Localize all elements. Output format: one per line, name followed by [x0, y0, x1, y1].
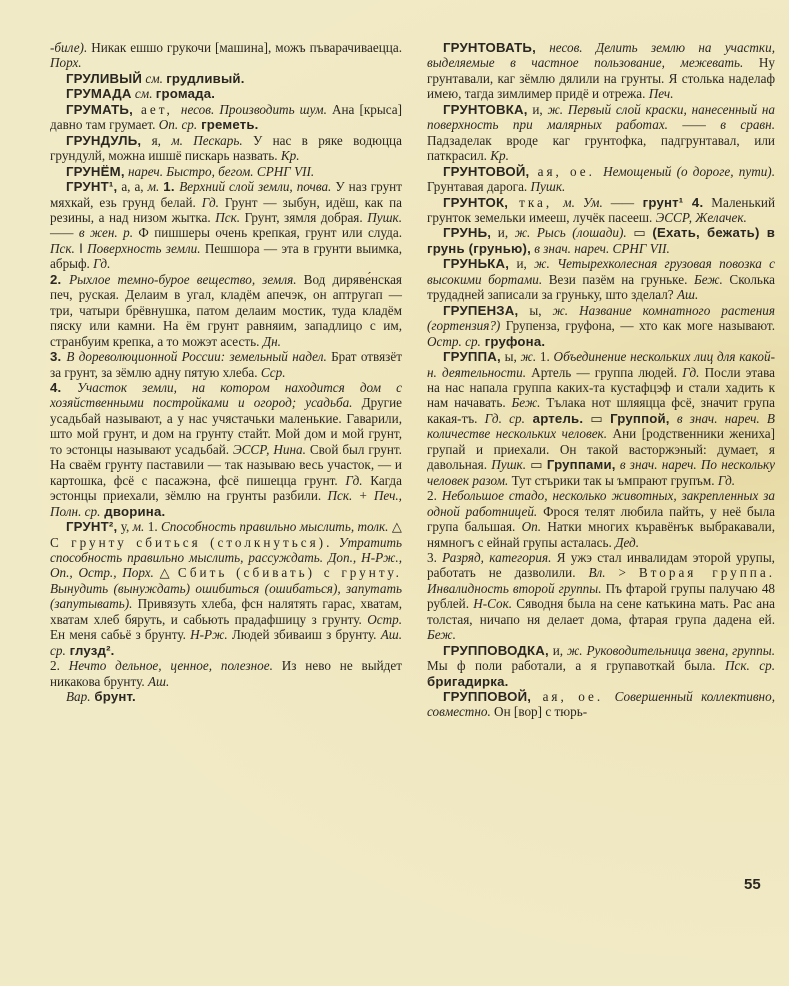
italic-text: Пушк.	[530, 179, 566, 195]
italic-text: Беж.	[693, 271, 723, 287]
dictionary-entry	[50, 658, 402, 689]
italic-text: Беж.	[427, 627, 456, 643]
headword-text: ГРУППА,	[443, 349, 501, 365]
italic-text: Пушк.	[491, 457, 527, 473]
italic-text: Вл.	[588, 565, 606, 581]
text-run: Пешшора — эта в грунти выимка, абрыф.	[50, 240, 403, 272]
text-run: 1.	[144, 519, 161, 535]
headword-text: артель.	[524, 410, 584, 426]
text-run: Тут стърики так ы ъмпрают групъм.	[508, 472, 718, 488]
italic-text: м. Пескарь.	[171, 132, 243, 148]
italic-text: м.	[147, 179, 164, 195]
text-run: ает,	[132, 101, 181, 117]
text-run: Сбить (сбивать) с грунту.	[177, 565, 402, 581]
text-run: Я ужэ стал инвалидам эторой урупы, работать не дазволили.	[427, 549, 775, 581]
italic-text: Инвалидность второй группы.	[427, 580, 602, 596]
headword-text: ГРУНЬКА,	[443, 256, 510, 272]
text-run: и,	[509, 256, 535, 272]
text-run: Фрося телят любила пайть, у неё была група бальшая.	[427, 503, 776, 535]
dictionary-entry	[427, 256, 775, 302]
text-run: Ф пишшеры очень крепкая, грунт или слуда.	[133, 225, 402, 241]
text-run: Брат отвязёт за грунт, за зёмлю адну пятую хлеба.	[50, 349, 402, 380]
italic-text: Гд.	[201, 194, 219, 210]
dictionary-entry	[427, 349, 775, 488]
text-run: Маленький грунток земельки имееш, лучёк пасееш.	[427, 194, 776, 225]
text-run: Ана [крыса] давно там грумает.	[50, 101, 403, 133]
italic-text: в знач. нареч. СРНГ VII.	[530, 240, 670, 256]
text-run: Свой был грунт. На сваём грунту паставили — так называю весь участок, — и картошка, фсё с пасажэна, фсё пишецца грунт.	[50, 441, 402, 488]
italic-text: Нечто дельное, ценное, полезное.	[68, 658, 273, 674]
text-run: ▭	[526, 457, 547, 473]
text-run: 1.	[536, 349, 554, 365]
text-run: ы,	[500, 349, 521, 365]
italic-text: нареч. Быстро, бегом. СРНГ VII.	[124, 163, 315, 179]
italic-text: Н-Сок.	[473, 596, 513, 612]
text-run: 3.	[427, 549, 443, 565]
italic-text: Оп. ср.	[158, 117, 198, 133]
text-run: Натки многих къравёнък выбракавали, нямногъ с ейнай групы асталась.	[427, 519, 775, 550]
text-run: и,	[491, 225, 515, 241]
text-run: Из нево не выйдет никакова брунту.	[50, 658, 402, 689]
italic-text: см.	[142, 70, 167, 86]
italic-text: ж. Руководительница звена, группы.	[567, 642, 775, 658]
italic-text: м. Ум. ——	[563, 194, 635, 210]
text-run: Ани [родственники жениха] групай и приехали. Он такой вастоpжэный: думает, я давольная.	[427, 426, 776, 473]
headword-text: ГРУПЕНЗА,	[443, 302, 519, 318]
italic-text: Пск.	[50, 240, 75, 256]
dictionary-entry	[427, 102, 775, 164]
headword-text: грудливый.	[166, 70, 245, 86]
italic-text: Гд.	[682, 364, 700, 380]
right-column	[427, 40, 775, 720]
dictionary-entry	[50, 86, 402, 101]
italic-text: Дн.	[262, 333, 281, 349]
text-run: ы,	[518, 302, 553, 318]
headword-text: ГРУНТ²,	[66, 519, 118, 535]
italic-text: несов. Производить шум.	[180, 101, 327, 117]
text-run: ▭	[626, 225, 653, 241]
text-run: Грунтавая дарога.	[427, 179, 531, 195]
dictionary-entry	[427, 303, 775, 349]
text-run: Грунт, зямля добрая.	[240, 209, 368, 225]
text-run: Сколька трудадней записали за груньку, што зделал?	[427, 271, 776, 303]
italic-text: Гд. ср.	[484, 410, 525, 426]
italic-text: Печ.	[648, 86, 674, 102]
text-run: ая, ое.	[531, 689, 615, 705]
headword-text: дворина.	[100, 503, 166, 519]
italic-text: Немощеный (о дороге, пути).	[603, 163, 775, 179]
dictionary-entry	[50, 102, 402, 133]
text-run: Тълака нот шляяцца фсё, значит група какая-тъ.	[427, 395, 775, 426]
headword-text: бригадирка.	[427, 673, 509, 689]
text-run: Ну грунтавали, каг зёмлю дялили на грунты. Я столька наделаф имею, тагда зимлимер придё и отрежа.	[427, 55, 775, 102]
headword-text: глузд².	[65, 642, 115, 658]
text-run: Мы ф поли работали, а я групавоткай была.	[427, 658, 725, 674]
text-run: ▭	[583, 410, 611, 426]
italic-text: ЭССР, Желачек.	[655, 209, 747, 225]
text-run: 2.	[427, 488, 442, 504]
italic-text: Пск.	[215, 209, 241, 225]
headword-text: громада.	[155, 86, 216, 102]
headword-text: брунт.	[90, 689, 136, 705]
text-run: ая, ое.	[529, 163, 604, 179]
text-run: Падзаделак вроде каг грунтофка, падгрунтавал, или паткрасил.	[427, 132, 775, 164]
italic-text: Вар.	[66, 689, 91, 705]
dictionary-entry	[427, 550, 775, 643]
dictionary-entry	[427, 488, 775, 550]
italic-text: Остр. ср.	[427, 333, 481, 349]
headword-text: ГРУНЬ,	[443, 225, 492, 241]
italic-text: Участок земли, на котором находится дом с хозяйственными постройками и огород; усадьба.	[50, 379, 403, 411]
italic-text: Гд.	[93, 256, 111, 272]
page-number: 55	[744, 876, 761, 893]
italic-text: в знач. нареч. В количестве нескольких человек.	[427, 410, 775, 442]
text-run: С грунту сбиться (столкнуться).	[50, 534, 333, 550]
headword-text: 3.	[50, 349, 67, 365]
text-run: У нас в ряке водюцца грундулй, можна ишшё пискарь назвать.	[50, 132, 402, 164]
italic-text: Беж.	[511, 395, 541, 411]
text-run: Ен меня сабьё з брунту.	[50, 627, 191, 643]
text-run: У наз грунт мяхкай, езь грунд белай.	[50, 179, 402, 210]
text-run: у,	[117, 519, 133, 535]
dictionary-entry	[50, 133, 402, 164]
text-run: и,	[527, 101, 548, 117]
dictionary-entry	[50, 349, 402, 380]
headword-text: ГРУППОВОЙ,	[443, 689, 532, 705]
text-run: я,	[141, 132, 172, 148]
dictionary-entry	[50, 179, 402, 272]
headword-text: 1.	[163, 179, 180, 195]
dictionary-entry	[50, 519, 402, 658]
italic-text: Кр.	[490, 148, 509, 164]
italic-text: Н-Рж.	[190, 627, 228, 643]
italic-text: Остр.	[367, 611, 402, 627]
italic-text: ж. Название комнатного растения (гортензия?)	[427, 302, 775, 334]
headword-text: ГРУНДУЛЬ,	[66, 132, 142, 148]
italic-text: ЭССР, Нина.	[233, 441, 306, 457]
headword-text: ГРУНЁМ,	[66, 163, 125, 179]
italic-text: Оп.	[521, 519, 542, 535]
italic-text: Аш.	[676, 287, 699, 303]
headword-text: ГРУМАДА	[66, 86, 132, 102]
text-run: Привязуть хлеба, фсн налятять гарас, хватам, хватам хлеб бяруть, и сабьють прадафшицу з грунту.	[50, 596, 402, 627]
text-run: Другие усадьбай называют, а у нас учястачьки маленькие. Гаварили, што мой грунт, и дом на грунту стайт. Мой дом и мой грунт, то эстонцы называют усадьбай.	[50, 395, 402, 457]
italic-text: ж. Рысь (лошади).	[514, 225, 627, 241]
italic-text: Кр.	[280, 148, 300, 164]
headword-text: Группами,	[546, 457, 616, 473]
italic-text: ж. Четырехколесная грузовая повозка с высокими бортами.	[427, 256, 775, 287]
text-run: Кагда эстонцы приехали, зёмлю на грунты разбили.	[50, 472, 402, 504]
headword-text: греметь.	[197, 117, 259, 133]
headword-text: грунт¹ 4.	[634, 194, 704, 210]
dictionary-entry	[50, 164, 402, 179]
text-run: Грунт — зыбун, идёш, как па резины, а над низом жытка.	[50, 194, 402, 225]
italic-text: Поверхность земли.	[87, 240, 201, 256]
italic-text: Гд.	[717, 472, 736, 488]
headword-text: Группой,	[610, 410, 670, 426]
text-run: Групенза, груфона, — хто как моге называют.	[500, 318, 775, 334]
italic-text: ж.	[520, 349, 537, 365]
italic-text: Сср.	[260, 364, 286, 380]
text-run: Людей збиваиш з брунту.	[227, 627, 381, 643]
italic-text: Порх.	[50, 55, 82, 71]
text-run: Пъ фтарой групы палучаю 48 рублей.	[427, 580, 776, 612]
italic-text: Вынудить (вынуждать) ошибиться (ошибаться), запутать (запутывать).	[50, 580, 402, 612]
headword-text: ГРУНТОВОЙ,	[443, 163, 530, 179]
text-run: Он [вор] с тюрь-	[490, 704, 588, 720]
italic-text: Гд.	[345, 472, 363, 488]
italic-text: В дореволюционной России: земельный надел.	[66, 349, 327, 365]
italic-text: Разряд, категория.	[442, 549, 552, 565]
italic-text: Небольшое стадо, несколько животных, закрепленных за одной работницей.	[427, 488, 776, 519]
dictionary-entry	[50, 40, 402, 71]
headword-text: ГРУНТОК,	[443, 194, 509, 210]
text-run: и,	[548, 642, 568, 658]
dictionary-entry	[50, 71, 402, 86]
dictionary-entry	[427, 195, 775, 226]
italic-text: см.	[131, 86, 156, 102]
headword-text: (Ехать, бежать) в грунь (грунью),	[427, 225, 775, 256]
headword-text: 4.	[50, 379, 78, 395]
headword-text: ГРУППОВОДКА,	[443, 642, 549, 658]
text-run: Вези пазём на груньке.	[542, 271, 694, 287]
text-run: △	[153, 565, 178, 581]
text-run: ‖	[74, 240, 88, 256]
left-column	[50, 40, 402, 704]
italic-text: Верхний слой земли, почва.	[179, 179, 332, 195]
text-run: Вод диряве́нская печ, руская. Делаим в угал, кладём апечэк, он аптругап — три, чатыри брёвнушка, патом делаим мостик, туда кладём пяску или камни. На ём грунт равняим, западлицо с им, странбуим крепка, а то можэт асесть.	[50, 271, 402, 349]
italic-text: Пск. + Печ., Полн. ср.	[50, 488, 402, 519]
dictionary-entry	[427, 40, 775, 102]
text-run: Вторая группа.	[638, 565, 775, 581]
text-run: а, а,	[117, 179, 148, 195]
italic-text: Способность правильно мыслить, толк.	[160, 519, 389, 535]
text-run: тка,	[508, 194, 564, 210]
text-run: Сяводня была на сене катькина мать. Рас ана толстая, ничапо ня делает дома, фтарая група дадена ей.	[427, 596, 775, 627]
text-run: >	[605, 565, 639, 581]
text-run: △	[388, 519, 402, 535]
italic-text: Аш.	[147, 673, 170, 689]
italic-text: Дед.	[615, 534, 639, 550]
dictionary-entry	[50, 689, 402, 704]
italic-text: -биле).	[50, 40, 88, 55]
italic-text: в знач. нареч. По нескольку человек разом.	[427, 457, 775, 488]
italic-text: м.	[132, 519, 145, 535]
text-run: 2.	[50, 658, 69, 674]
dictionary-entry	[427, 643, 775, 689]
dictionary-entry	[50, 272, 402, 349]
italic-text: Аш. ср.	[50, 627, 402, 658]
dictionary-entry	[427, 164, 775, 195]
text-run: Артель — группа людей.	[526, 364, 683, 380]
headword-text: груфона.	[480, 333, 546, 349]
headword-text: ГРУЛИВЫЙ	[66, 70, 143, 86]
italic-text: Утратить способность правильно мыслить, рассуждать. Доп., Н-Рж., Оп., Остр., Порх.	[50, 534, 402, 581]
headword-text: 2.	[50, 271, 70, 287]
italic-text: несов. Делить землю на участки, выделяемые в частное пользование, межевать.	[427, 40, 775, 71]
text-run: Посли этава на нас напала группа каких-та кустафцэф и стали хадить к нам начавать.	[427, 364, 776, 411]
headword-text: ГРУНТ¹,	[66, 179, 118, 195]
headword-text: ГРУМАТЬ,	[66, 101, 133, 117]
dictionary-entry	[427, 689, 775, 720]
dictionary-entry	[427, 225, 775, 256]
headword-text: ГРУНТОВКА,	[443, 101, 528, 117]
italic-text: Пск. ср.	[724, 658, 775, 674]
dictionary-entry	[50, 380, 402, 519]
italic-text: Пушк. —— в жен. р.	[50, 209, 402, 241]
italic-text: Совершенный коллективно, совместно.	[427, 689, 775, 720]
italic-text: Рыхлое темно-бурое вещество, земля.	[69, 271, 297, 287]
text-run: Никак ешшо грукочи [машина], можъ пъварачиваецца.	[87, 40, 402, 55]
italic-text: Объединение нескольких лиц для какой-н. деятельности.	[427, 349, 775, 380]
headword-text: ГРУНТОВАТЬ,	[443, 40, 536, 55]
italic-text: ж. Первый слой краски, нанесенный на поверхность при малярных работах. —— в сравн.	[427, 101, 775, 133]
